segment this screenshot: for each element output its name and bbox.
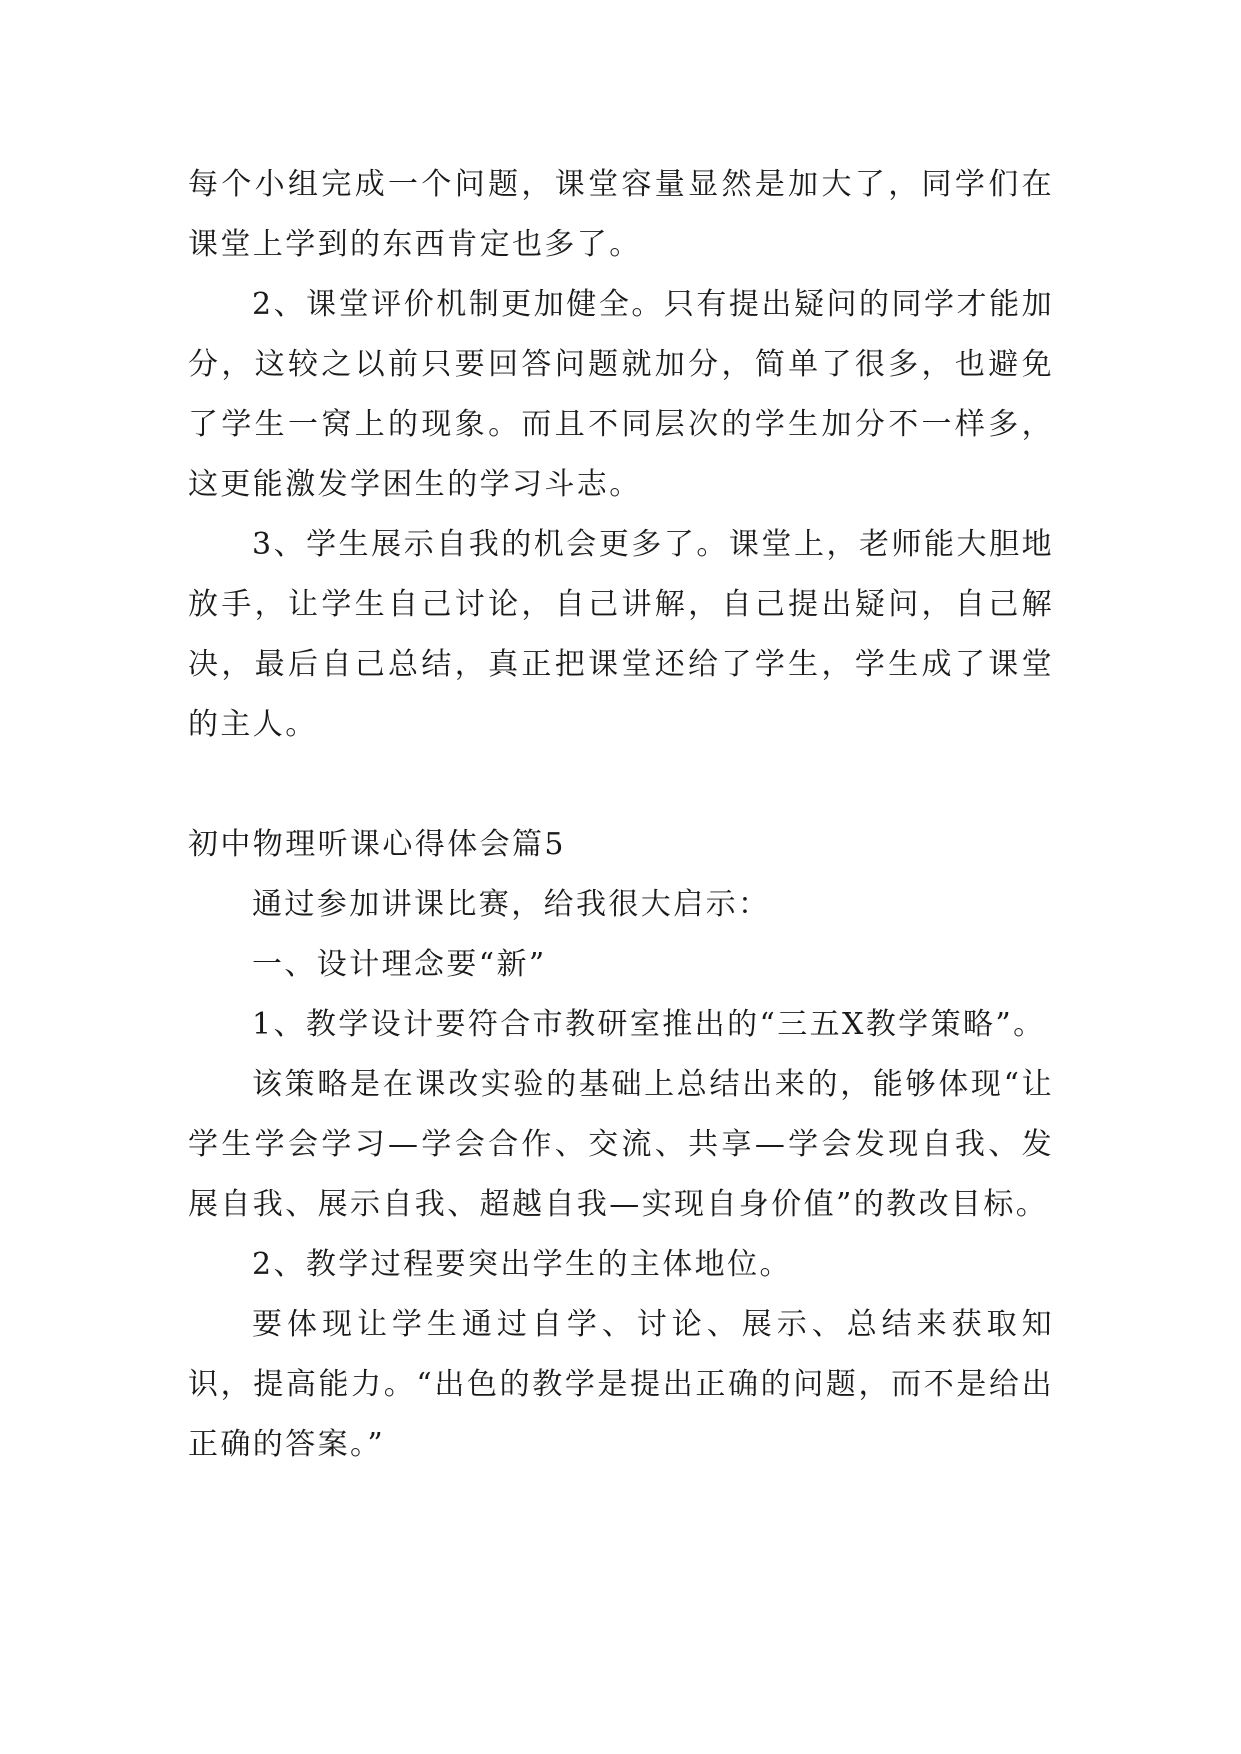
paragraph-evaluation-mechanism: 2、课堂评价机制更加健全。只有提出疑问的同学才能加分，这较之以前只要回答问题就加分，简单了很多，也避免了学生一窝上的现象。而且不同层次的学生加分不一样多，这更能激发学困生的学习斗志。: [188, 287, 1054, 502]
paragraph-teaching-process: 2、教学过程要突出学生的主体地位。: [252, 1247, 792, 1282]
paragraph-student-display: 3、学生展示自我的机会更多了。课堂上，老师能大胆地放手，让学生自己讨论，自己讲解，自己提出疑问，自己解决，最后自己总结，真正把课堂还给了学生，学生成了课堂的主人。: [188, 527, 1054, 742]
section-heading: 初中物理听课心得体会篇5: [188, 827, 566, 862]
paragraph-design-concept: 一、设计理念要“新”: [252, 947, 547, 982]
paragraph-strategy: 该策略是在课改实验的基础上总结出来的，能够体现“让学生学会学习—学会合作、交流、共享—学会发现自我、发展自我、展示自我、超越自我—实现自身价值”的教改目标。: [188, 1067, 1054, 1222]
paragraph-teaching-design: 1、教学设计要符合市教研室推出的“三五X教学策略”。: [252, 1007, 1046, 1042]
document-page: [188, 155, 1054, 1475]
paragraph-continuation: 每个小组完成一个问题，课堂容量显然是加大了，同学们在课堂上学到的东西肯定也多了。: [188, 167, 1054, 262]
paragraph-intro: 通过参加讲课比赛，给我很大启示：: [252, 887, 771, 922]
paragraph-self-learning: 要体现让学生通过自学、讨论、展示、总结来获取知识，提高能力。“出色的教学是提出正确的问题，而不是给出正确的答案。”: [188, 1307, 1054, 1462]
